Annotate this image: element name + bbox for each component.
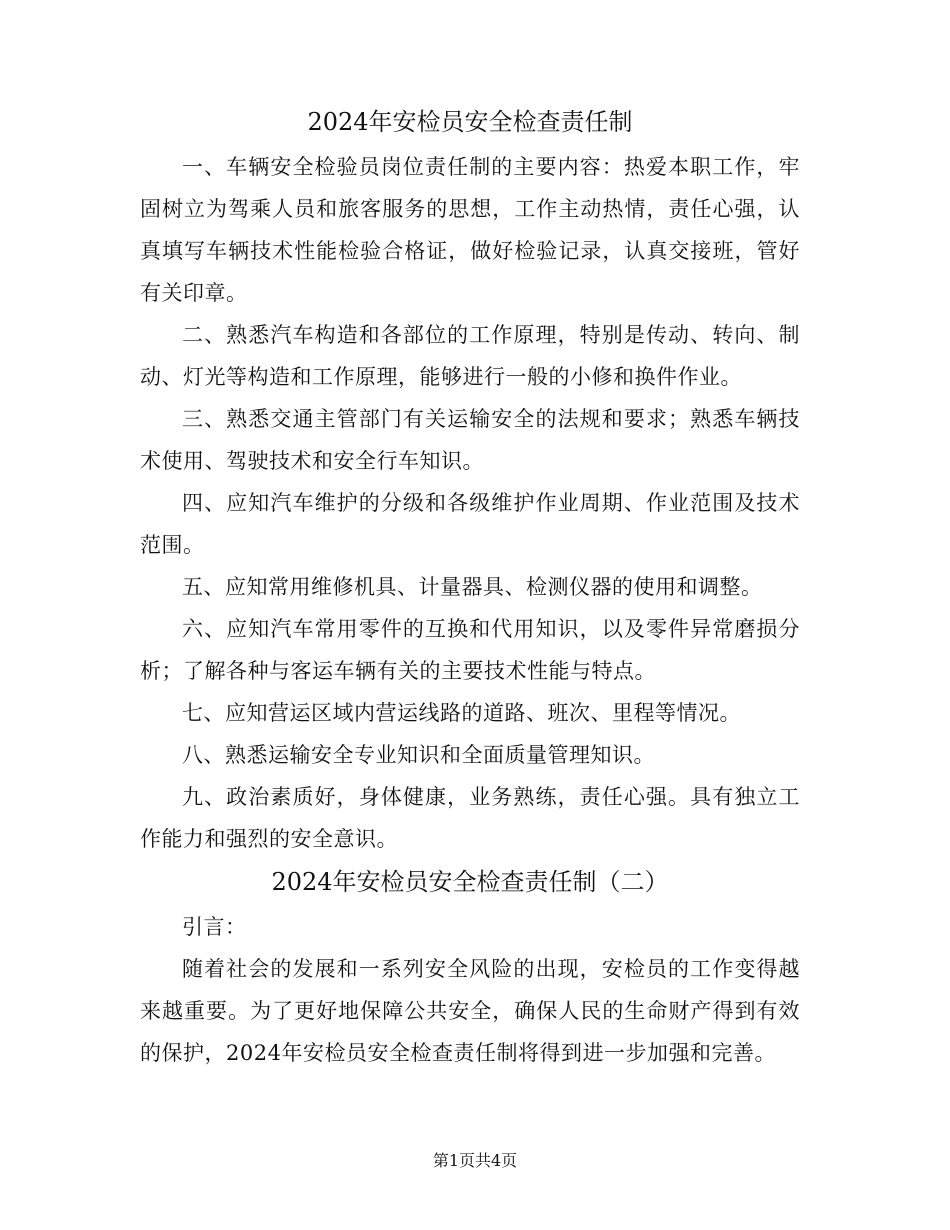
paragraph-1: 一、车辆安全检验员岗位责任制的主要内容：热爱本职工作，牢固树立为驾乘人员和旅客服务的思想，工作主动热情，责任心强，认真填写车辆技术性能检验合格证，做好检验记录，认真交接班，管好有关印章。 bbox=[140, 155, 800, 305]
intro-paragraph: 随着社会的发展和一系列安全风险的出现，安检员的工作变得越来越重要。为了更好地保障公共安全，确保人民的生命财产得到有效的保护，2024年安检员安全检查责任制将得到进一步加强和完善。 bbox=[140, 957, 800, 1065]
paragraph-2: 二、熟悉汽车构造和各部位的工作原理，特别是传动、转向、制动、灯光等构造和工作原理，能够进行一般的小修和换件作业。 bbox=[140, 323, 800, 389]
intro-label: 引言： bbox=[182, 915, 247, 939]
paragraph-7: 七、应知营运区域内营运线路的道路、班次、里程等情况。 bbox=[182, 701, 741, 725]
section-title: 2024年安检员安全检查责任制（二） bbox=[271, 868, 669, 896]
document-body bbox=[140, 100, 800, 1074]
page-number: 第1页共4页 bbox=[432, 1151, 518, 1170]
paragraph-8: 八、熟悉运输安全专业知识和全面质量管理知识。 bbox=[182, 743, 655, 767]
page-title: 2024年安检员安全检查责任制 bbox=[307, 108, 633, 136]
paragraph-4: 四、应知汽车维护的分级和各级维护作业周期、作业范围及技术范围。 bbox=[140, 491, 800, 557]
paragraph-9: 九、政治素质好，身体健康，业务熟练，责任心强。具有独立工作能力和强烈的安全意识。 bbox=[140, 785, 800, 851]
paragraph-3: 三、熟悉交通主管部门有关运输安全的法规和要求；熟悉车辆技术使用、驾驶技术和安全行车知识。 bbox=[140, 407, 800, 473]
paragraph-6: 六、应知汽车常用零件的互换和代用知识，以及零件异常磨损分析；了解各种与客运车辆有关的主要技术性能与特点。 bbox=[140, 617, 800, 683]
paragraph-5: 五、应知常用维修机具、计量器具、检测仪器的使用和调整。 bbox=[182, 575, 763, 599]
